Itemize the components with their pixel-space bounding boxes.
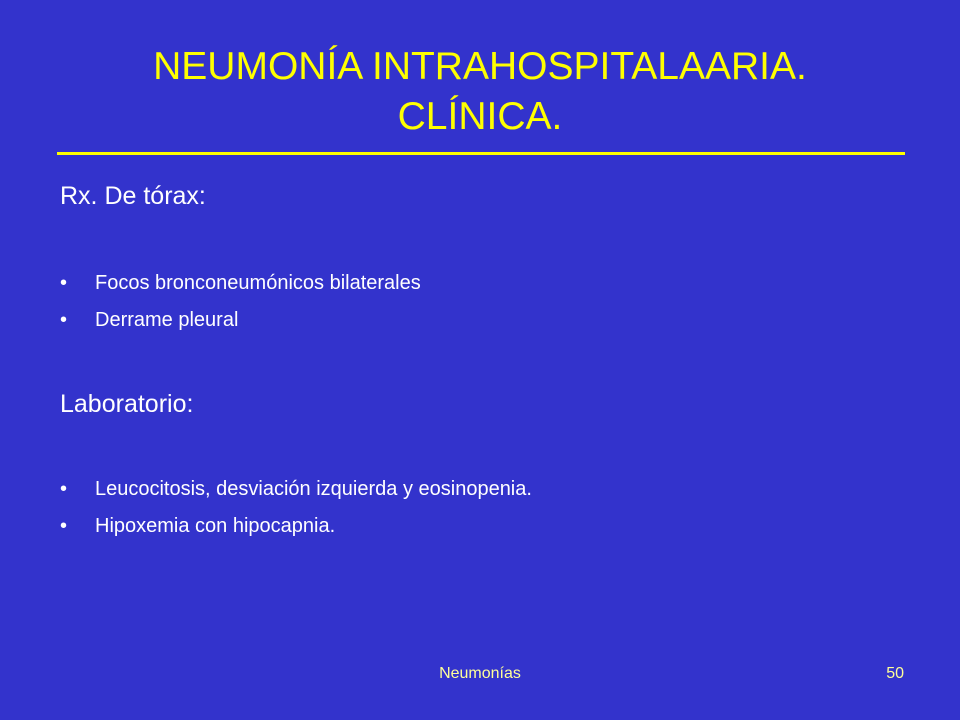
slide-title-line-2: CLÍNICA. [397,95,563,138]
bullet-icon: • [60,309,68,331]
slide-title-line-1: NEUMONÍA INTRAHOSPITALAARIA. [153,45,807,88]
bullet-icon: • [60,272,68,294]
bullet-icon: • [60,515,68,537]
list-item [60,302,421,339]
slide-title [40,42,920,142]
bullet-list-laboratorio [60,471,532,545]
section-heading-rx: Rx. De tórax: [60,182,206,210]
list-item [60,471,532,508]
bullet-text: Focos bronconeumónicos bilaterales [95,272,421,294]
bullet-list-rx [60,265,421,339]
list-item [60,508,532,545]
section-heading-laboratorio: Laboratorio: [60,390,194,418]
list-item [60,265,421,302]
bullet-text: Hipoxemia con hipocapnia. [95,515,336,537]
bullet-text: Leucocitosis, desviación izquierda y eosinopenia. [95,478,532,500]
bullet-icon: • [60,478,68,500]
title-underline [57,152,905,155]
page-number: 50 [886,665,904,682]
bullet-text: Derrame pleural [95,309,239,331]
footer-label: Neumonías [439,665,521,682]
